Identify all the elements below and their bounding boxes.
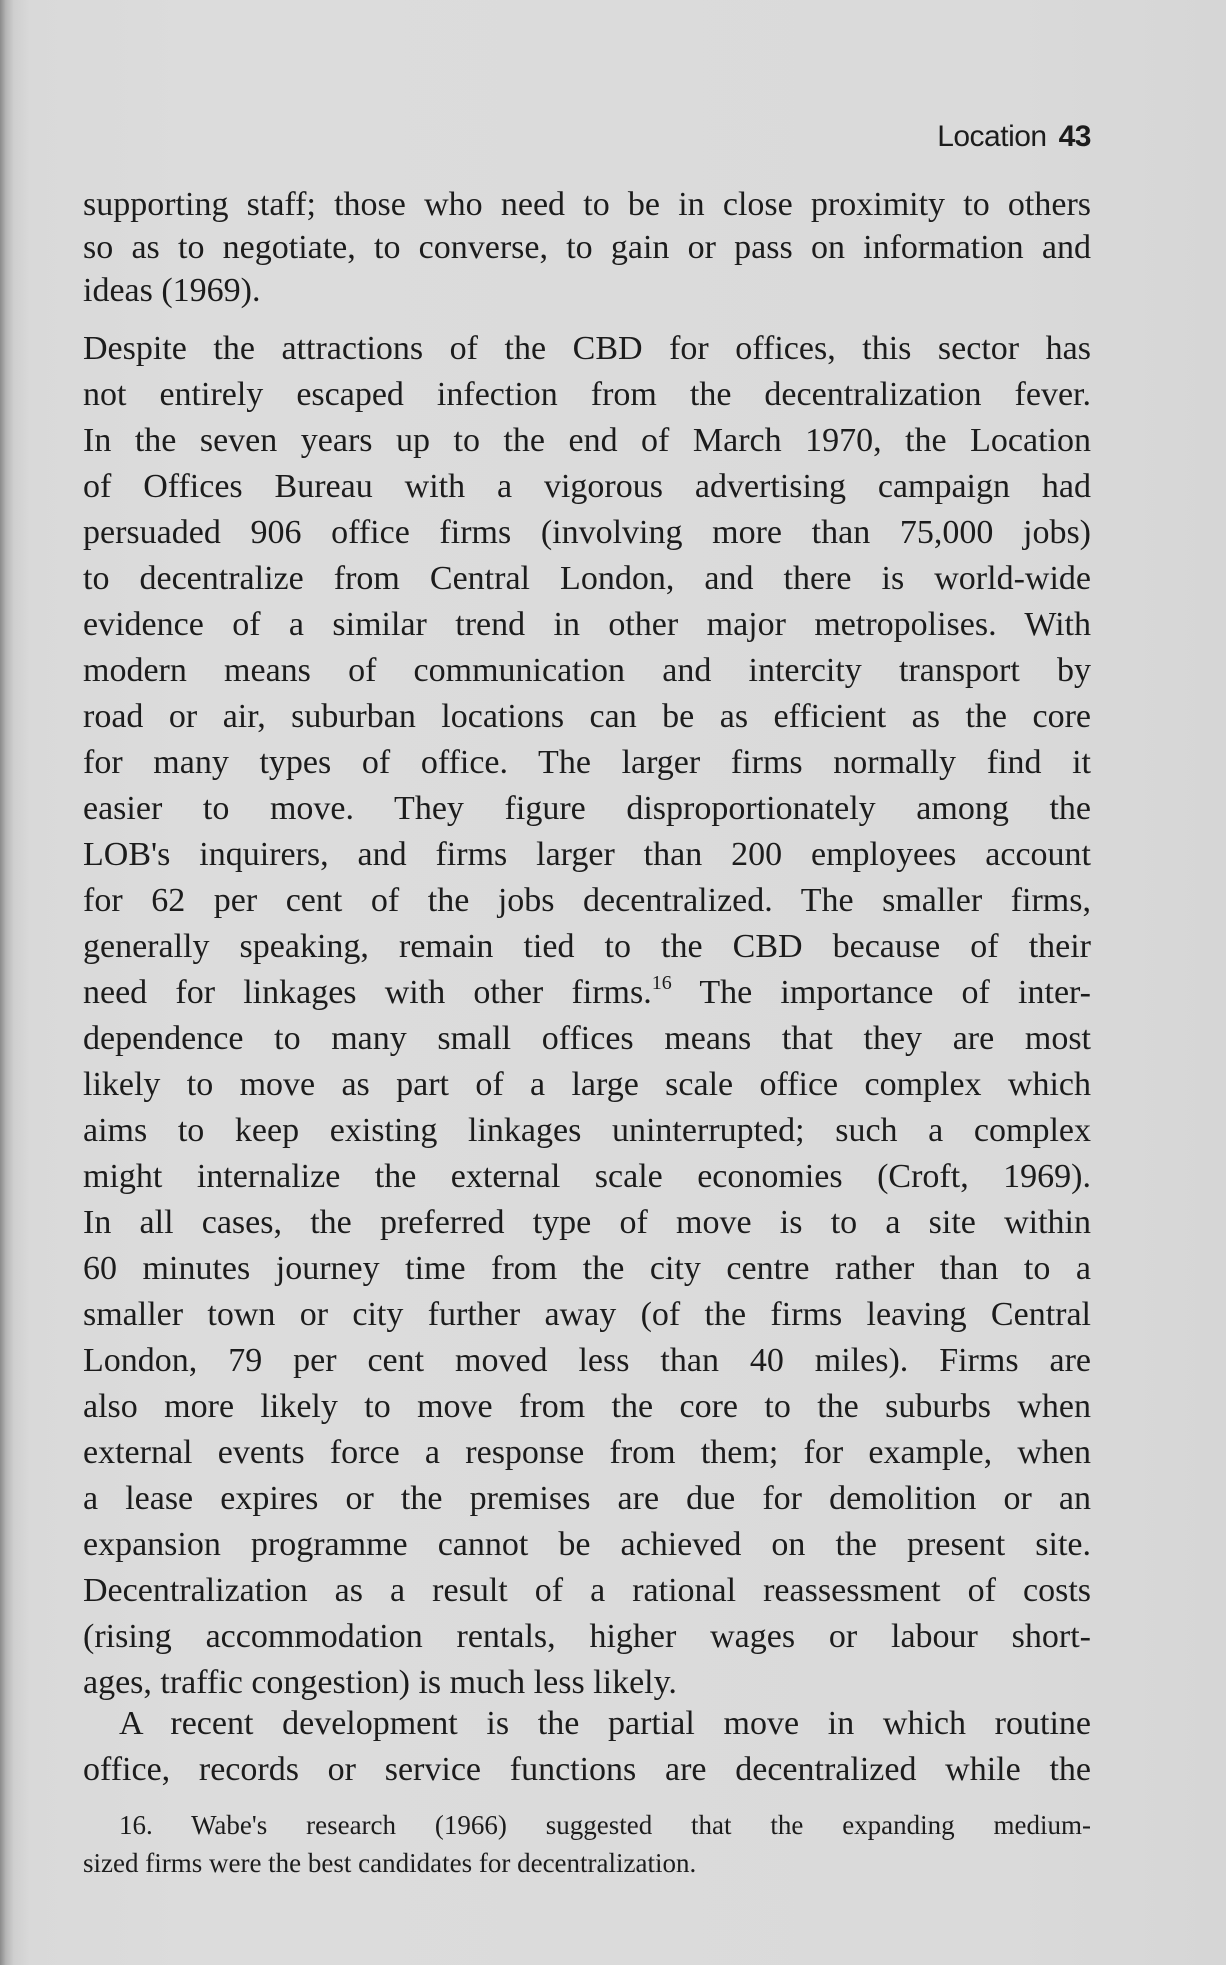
text-line: (rising accommodation rentals, higher wages or labour short- bbox=[83, 1618, 1091, 1655]
text-line: might internalize the external scale economies (Croft, 1969). bbox=[83, 1158, 1091, 1195]
text-line: likely to move as part of a large scale office complex which bbox=[83, 1066, 1091, 1103]
text-line: expansion programme cannot be achieved on the present site. bbox=[83, 1526, 1091, 1563]
text-line: ages, traffic congestion) is much less likely. bbox=[83, 1664, 677, 1701]
text-line: Despite the attractions of the CBD for offices, this sector has bbox=[83, 330, 1091, 367]
text-line: smaller town or city further away (of the firms leaving Central bbox=[83, 1296, 1091, 1333]
paragraph-1 bbox=[83, 183, 1091, 312]
text-line: not entirely escaped infection from the decentralization fever. bbox=[83, 376, 1091, 413]
text-line: aims to keep existing linkages uninterrupted; such a complex bbox=[83, 1112, 1091, 1149]
footnote-reference[interactable]: 16 bbox=[651, 972, 672, 994]
text-line: so as to negotiate, to converse, to gain or pass on information and bbox=[83, 229, 1091, 266]
text-line: generally speaking, remain tied to the CBD because of their bbox=[83, 928, 1091, 965]
text-line: evidence of a similar trend in other major metropolises. With bbox=[83, 606, 1091, 643]
text-line: LOB's inquirers, and firms larger than 200 employees account bbox=[83, 836, 1091, 873]
text-line: for many types of office. The larger firms normally find it bbox=[83, 744, 1091, 781]
text-line: for 62 per cent of the jobs decentralized. The smaller firms, bbox=[83, 882, 1091, 919]
text-line: In the seven years up to the end of March 1970, the Location bbox=[83, 422, 1091, 459]
text-line: In all cases, the preferred type of move is to a site within bbox=[83, 1204, 1091, 1241]
text-line: to decentralize from Central London, and there is world-wide bbox=[83, 560, 1091, 597]
text-segment: need for linkages with other firms. bbox=[83, 974, 652, 1011]
text-line: Decentralization as a result of a rational reassessment of costs bbox=[83, 1572, 1091, 1609]
page-number: 43 bbox=[1058, 120, 1091, 153]
running-title: Location bbox=[937, 120, 1047, 153]
running-header bbox=[937, 120, 1091, 154]
text-line: also more likely to move from the core to the suburbs when bbox=[83, 1388, 1091, 1425]
text-line: external events force a response from them; for example, when bbox=[83, 1434, 1091, 1471]
paragraph-2 bbox=[83, 326, 1091, 1706]
text-line: a lease expires or the premises are due for demolition or an bbox=[83, 1480, 1091, 1517]
text-line: persuaded 906 office firms (involving more than 75,000 jobs) bbox=[83, 514, 1091, 551]
footnote bbox=[83, 1806, 1091, 1882]
text-segment: The importance of inter- bbox=[699, 974, 1091, 1011]
text-line: dependence to many small offices means that they are most bbox=[83, 1020, 1091, 1057]
text-line: London, 79 per cent moved less than 40 miles). Firms are bbox=[83, 1342, 1091, 1379]
text-line: easier to move. They figure disproportionately among the bbox=[83, 790, 1091, 827]
text-line: ideas (1969). bbox=[83, 272, 261, 309]
text-line: A recent development is the partial move in which routine bbox=[119, 1705, 1091, 1742]
text-line bbox=[83, 970, 1091, 1016]
text-line: road or air, suburban locations can be as efficient as the core bbox=[83, 698, 1091, 735]
footnote-line: sized firms were the best candidates for decentralization. bbox=[83, 1848, 697, 1878]
text-line: 60 minutes journey time from the city centre rather than to a bbox=[83, 1250, 1091, 1287]
text-line: office, records or service functions are decentralized while the bbox=[83, 1751, 1091, 1788]
footnote-line: 16. Wabe's research (1966) suggested that the expanding medium- bbox=[119, 1810, 1091, 1840]
paragraph-3 bbox=[83, 1701, 1091, 1793]
text-line: supporting staff; those who need to be in close proximity to others bbox=[83, 186, 1091, 223]
text-line: of Offices Bureau with a vigorous advertising campaign had bbox=[83, 468, 1091, 505]
text-line: modern means of communication and intercity transport by bbox=[83, 652, 1091, 689]
